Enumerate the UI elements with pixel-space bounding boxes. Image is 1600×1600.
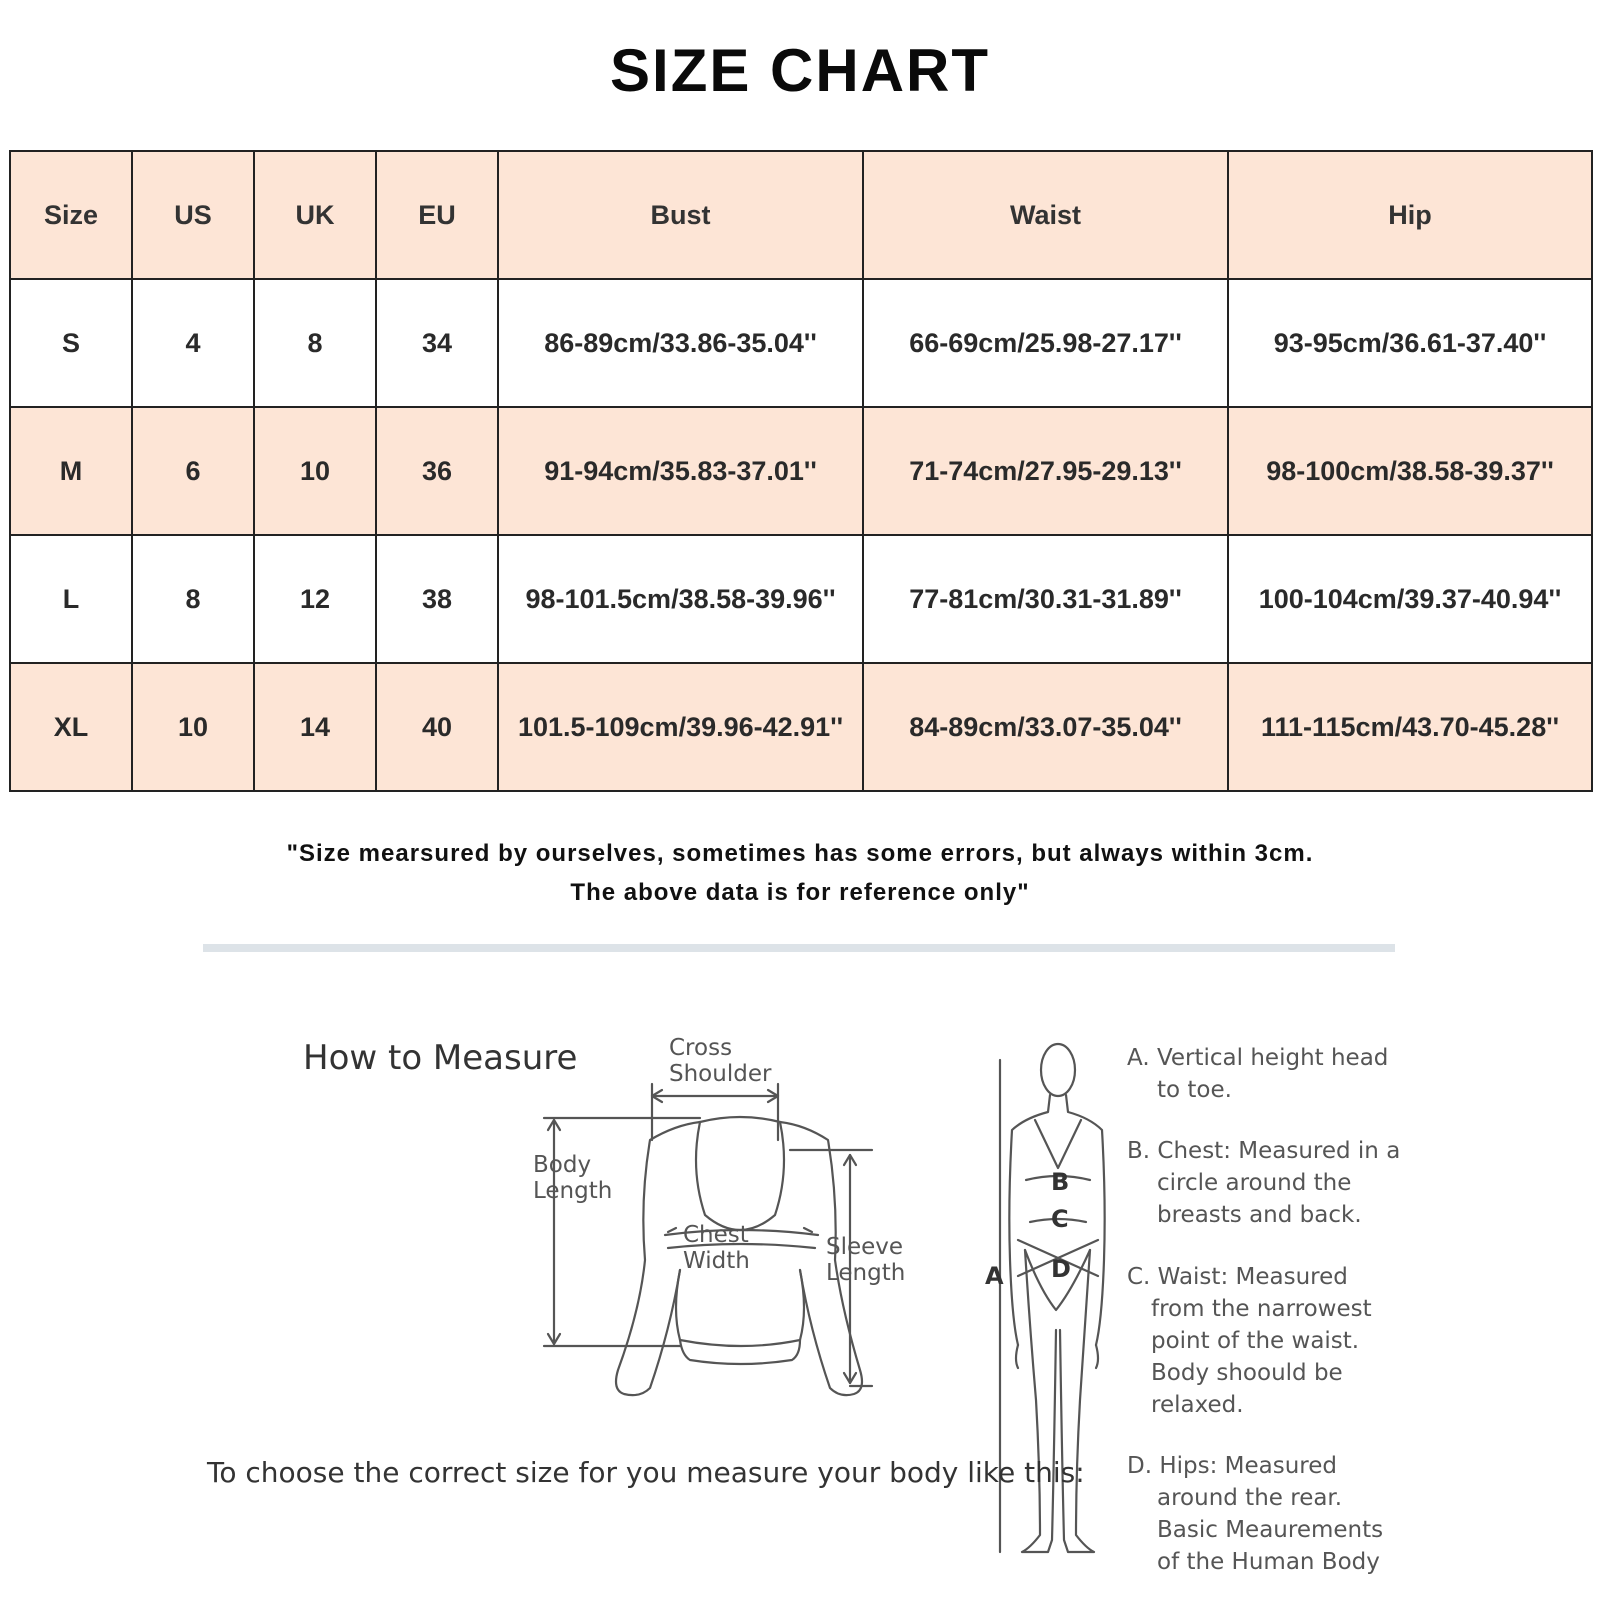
label-body-length-line-1: Body <box>533 1152 592 1178</box>
label-body-length <box>533 1152 612 1204</box>
table-cell: 12 <box>254 535 376 663</box>
disclaimer-line-2: The above data is for reference only" <box>570 879 1030 906</box>
table-cell: XL <box>10 663 132 791</box>
header-bust: Bust <box>498 151 863 279</box>
table-cell: 71-74cm/27.95-29.13'' <box>863 407 1228 535</box>
description-c-line-1: C. Waist: Measured <box>1127 1264 1348 1290</box>
description-c-line-3: point of the waist. <box>1151 1328 1360 1354</box>
description-b-line-3: breasts and back. <box>1157 1202 1362 1228</box>
body-letter-c: C <box>1051 1205 1069 1233</box>
disclaimer-line-1: "Size mearsured by ourselves, sometimes has some errors, but always within 3cm. <box>286 840 1314 867</box>
header-waist: Waist <box>863 151 1228 279</box>
instruction-text: To choose the correct size for you measure your body like this: <box>207 1456 1085 1489</box>
header-uk: UK <box>254 151 376 279</box>
body-letter-d: D <box>1051 1255 1071 1283</box>
table-cell: 6 <box>132 407 254 535</box>
description-a <box>1127 1042 1388 1106</box>
label-sleeve-length-line-1: Sleeve <box>826 1234 904 1260</box>
label-body-length-line-2: Length <box>533 1178 613 1204</box>
table-cell: 66-69cm/25.98-27.17'' <box>863 279 1228 407</box>
description-a-line-1: A. Vertical height head <box>1127 1045 1389 1071</box>
table-cell: 77-81cm/30.31-31.89'' <box>863 535 1228 663</box>
description-d-line-4: of the Human Body <box>1157 1549 1380 1575</box>
label-cross-shoulder <box>669 1035 771 1087</box>
description-c <box>1127 1261 1372 1421</box>
table-cell: S <box>10 279 132 407</box>
description-a-line-2: to toe. <box>1157 1077 1232 1103</box>
label-sleeve-length-line-2: Length <box>826 1260 906 1286</box>
table-cell: 36 <box>376 407 498 535</box>
label-cross-shoulder-line-1: Cross <box>669 1035 733 1061</box>
header-size: Size <box>10 151 132 279</box>
table-cell: 4 <box>132 279 254 407</box>
table-cell: 8 <box>254 279 376 407</box>
label-cross-shoulder-line-2: Shoulder <box>669 1061 772 1087</box>
description-c-line-2: from the narrowest <box>1151 1296 1372 1322</box>
page-title: SIZE CHART <box>610 37 990 104</box>
description-c-line-5: relaxed. <box>1151 1392 1244 1418</box>
table-cell: 10 <box>132 663 254 791</box>
table-cell: 8 <box>132 535 254 663</box>
header-us: US <box>132 151 254 279</box>
description-b-line-2: circle around the <box>1157 1170 1352 1196</box>
description-c-line-4: Body shoould be <box>1151 1360 1343 1386</box>
body-letter-b: B <box>1051 1168 1070 1196</box>
description-d <box>1127 1450 1383 1578</box>
table-cell: 91-94cm/35.83-37.01'' <box>498 407 863 535</box>
description-b <box>1127 1135 1400 1231</box>
label-chest-width-line-2: Width <box>683 1248 750 1274</box>
table-cell: 93-95cm/36.61-37.40'' <box>1228 279 1592 407</box>
description-d-line-2: around the rear. <box>1157 1485 1343 1511</box>
label-sleeve-length <box>826 1234 905 1286</box>
header-hip: Hip <box>1228 151 1592 279</box>
table-cell: 10 <box>254 407 376 535</box>
table-cell: L <box>10 535 132 663</box>
table-cell: 98-101.5cm/38.58-39.96'' <box>498 535 863 663</box>
table-cell: 111-115cm/43.70-45.28'' <box>1228 663 1592 791</box>
description-d-line-1: D. Hips: Measured <box>1127 1453 1338 1479</box>
table-cell: 98-100cm/38.58-39.37'' <box>1228 407 1592 535</box>
cross-shoulder-arrow <box>652 1084 778 1140</box>
table-cell: 34 <box>376 279 498 407</box>
description-d-line-3: Basic Meaurements <box>1157 1517 1384 1543</box>
description-b-line-1: B. Chest: Measured in a <box>1127 1138 1401 1164</box>
table-cell: 101.5-109cm/39.96-42.91'' <box>498 663 863 791</box>
label-chest-width-line-1: Chest <box>683 1222 749 1248</box>
table-cell: 86-89cm/33.86-35.04'' <box>498 279 863 407</box>
table-cell: 84-89cm/33.07-35.04'' <box>863 663 1228 791</box>
table-cell: 40 <box>376 663 498 791</box>
table-cell: 38 <box>376 535 498 663</box>
how-to-measure-heading: How to Measure <box>303 1038 578 1078</box>
table-cell: 14 <box>254 663 376 791</box>
body-letter-a: A <box>985 1262 1004 1290</box>
table-cell: 100-104cm/39.37-40.94'' <box>1228 535 1592 663</box>
header-eu: EU <box>376 151 498 279</box>
table-cell: M <box>10 407 132 535</box>
label-chest-width <box>683 1222 750 1274</box>
